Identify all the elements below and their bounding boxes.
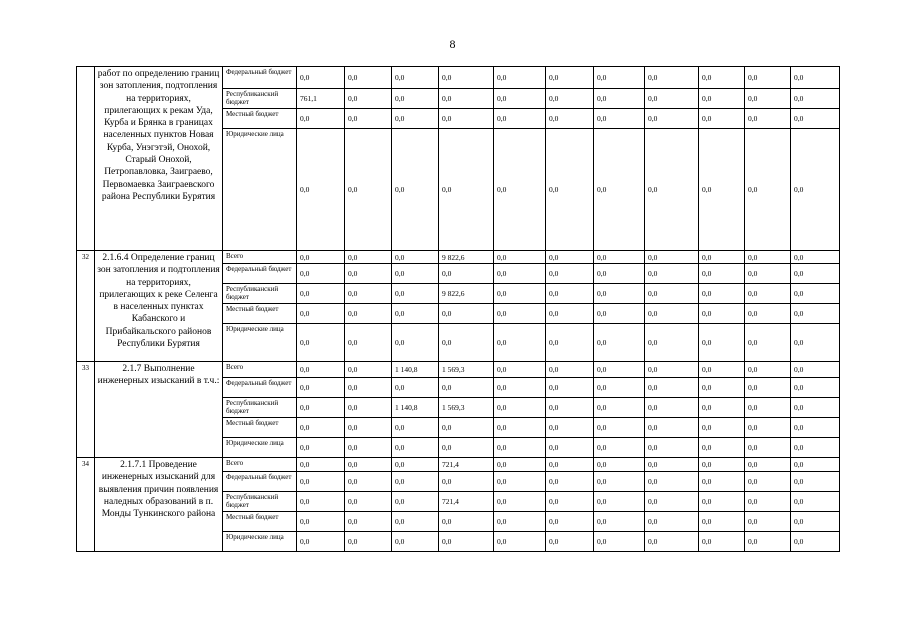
value-cell: 0,0 (439, 304, 494, 324)
value-cell: 0,0 (297, 129, 345, 251)
value-cell: 0,0 (297, 304, 345, 324)
value-cell: 0,0 (297, 264, 345, 284)
value-cell: 0,0 (745, 458, 791, 472)
value-cell: 0,0 (345, 418, 392, 438)
value-cell: 0,0 (494, 109, 546, 129)
value-cell: 0,0 (594, 492, 645, 512)
value-cell: 0,0 (546, 324, 594, 362)
value-cell: 0,0 (645, 458, 699, 472)
value-cell: 0,0 (392, 304, 439, 324)
value-cell: 0,0 (439, 109, 494, 129)
funding-source: Юридические лица (223, 532, 297, 552)
value-cell: 0,0 (494, 512, 546, 532)
value-cell: 1 140,8 (392, 362, 439, 378)
value-cell: 0,0 (645, 89, 699, 109)
value-cell: 0,0 (546, 438, 594, 458)
value-cell: 0,0 (791, 458, 840, 472)
value-cell: 0,0 (645, 324, 699, 362)
funding-source: Юридические лица (223, 129, 297, 251)
value-cell: 0,0 (439, 67, 494, 89)
value-cell: 0,0 (345, 251, 392, 264)
value-cell: 0,0 (745, 378, 791, 398)
value-cell: 0,0 (594, 532, 645, 552)
value-cell: 0,0 (791, 398, 840, 418)
value-cell: 0,0 (494, 284, 546, 304)
value-cell: 0,0 (546, 492, 594, 512)
value-cell: 0,0 (392, 512, 439, 532)
value-cell: 0,0 (546, 418, 594, 438)
funding-source: Юридические лица (223, 324, 297, 362)
value-cell: 0,0 (791, 362, 840, 378)
value-cell: 0,0 (345, 438, 392, 458)
value-cell: 0,0 (745, 362, 791, 378)
value-cell: 0,0 (297, 438, 345, 458)
value-cell: 0,0 (392, 472, 439, 492)
value-cell: 0,0 (791, 264, 840, 284)
value-cell: 0,0 (392, 458, 439, 472)
value-cell: 0,0 (645, 378, 699, 398)
value-cell: 0,0 (345, 398, 392, 418)
value-cell: 0,0 (345, 472, 392, 492)
value-cell: 9 822,6 (439, 251, 494, 264)
value-cell: 0,0 (494, 532, 546, 552)
value-cell: 0,0 (791, 251, 840, 264)
value-cell: 0,0 (645, 472, 699, 492)
funding-source: Местный бюджет (223, 304, 297, 324)
value-cell: 0,0 (745, 67, 791, 89)
value-cell: 0,0 (791, 67, 840, 89)
value-cell: 0,0 (594, 264, 645, 284)
value-cell: 0,0 (745, 532, 791, 552)
value-cell: 0,0 (791, 418, 840, 438)
funding-source: Юридические лица (223, 438, 297, 458)
funding-source: Местный бюджет (223, 418, 297, 438)
value-cell: 0,0 (297, 109, 345, 129)
value-cell: 0,0 (594, 324, 645, 362)
value-cell: 0,0 (439, 129, 494, 251)
value-cell: 1 140,8 (392, 398, 439, 418)
value-cell: 0,0 (791, 472, 840, 492)
value-cell: 0,0 (546, 378, 594, 398)
value-cell: 0,0 (494, 458, 546, 472)
funding-source: Республиканский бюджет (223, 492, 297, 512)
value-cell: 0,0 (494, 398, 546, 418)
value-cell: 0,0 (546, 458, 594, 472)
value-cell: 0,0 (594, 398, 645, 418)
value-cell: 0,0 (699, 67, 745, 89)
value-cell: 0,0 (699, 458, 745, 472)
funding-source: Федеральный бюджет (223, 378, 297, 398)
value-cell: 0,0 (594, 89, 645, 109)
value-cell: 0,0 (594, 284, 645, 304)
value-cell: 0,0 (297, 378, 345, 398)
value-cell: 0,0 (594, 378, 645, 398)
value-cell: 0,0 (345, 264, 392, 284)
value-cell: 0,0 (745, 264, 791, 284)
value-cell: 0,0 (439, 438, 494, 458)
value-cell: 0,0 (791, 284, 840, 304)
value-cell: 0,0 (392, 284, 439, 304)
value-cell: 0,0 (297, 418, 345, 438)
value-cell: 0,0 (791, 512, 840, 532)
value-cell: 0,0 (392, 264, 439, 284)
value-cell: 0,0 (345, 512, 392, 532)
value-cell: 0,0 (345, 67, 392, 89)
value-cell: 0,0 (345, 129, 392, 251)
value-cell: 0,0 (546, 472, 594, 492)
value-cell: 0,0 (645, 512, 699, 532)
value-cell: 0,0 (594, 109, 645, 129)
value-cell: 0,0 (594, 472, 645, 492)
value-cell: 0,0 (699, 129, 745, 251)
value-cell: 0,0 (392, 438, 439, 458)
table-row (77, 251, 840, 264)
value-cell: 0,0 (699, 362, 745, 378)
value-cell: 0,0 (494, 324, 546, 362)
value-cell: 0,0 (745, 472, 791, 492)
value-cell: 0,0 (392, 251, 439, 264)
value-cell: 0,0 (745, 324, 791, 362)
value-cell: 761,1 (297, 89, 345, 109)
funding-source: Всего (223, 362, 297, 378)
value-cell: 0,0 (745, 89, 791, 109)
funding-source: Местный бюджет (223, 109, 297, 129)
value-cell: 0,0 (546, 532, 594, 552)
value-cell: 0,0 (392, 109, 439, 129)
budget-table (76, 66, 840, 552)
value-cell: 0,0 (791, 89, 840, 109)
value-cell: 0,0 (439, 512, 494, 532)
value-cell: 0,0 (345, 532, 392, 552)
value-cell: 0,0 (439, 324, 494, 362)
value-cell: 0,0 (594, 438, 645, 458)
value-cell: 0,0 (645, 398, 699, 418)
value-cell: 0,0 (699, 89, 745, 109)
value-cell: 0,0 (791, 378, 840, 398)
value-cell: 0,0 (297, 458, 345, 472)
value-cell: 0,0 (645, 492, 699, 512)
value-cell: 0,0 (345, 362, 392, 378)
value-cell: 0,0 (439, 378, 494, 398)
value-cell: 0,0 (645, 129, 699, 251)
value-cell: 0,0 (546, 398, 594, 418)
value-cell: 0,0 (699, 512, 745, 532)
value-cell: 0,0 (392, 129, 439, 251)
value-cell: 0,0 (297, 398, 345, 418)
value-cell: 0,0 (439, 418, 494, 438)
value-cell: 0,0 (546, 264, 594, 284)
value-cell: 0,0 (494, 418, 546, 438)
value-cell: 0,0 (546, 67, 594, 89)
value-cell: 0,0 (546, 362, 594, 378)
value-cell: 0,0 (745, 418, 791, 438)
value-cell: 0,0 (345, 378, 392, 398)
row-number: 32 (77, 251, 95, 362)
value-cell: 0,0 (594, 251, 645, 264)
value-cell: 0,0 (791, 532, 840, 552)
value-cell: 0,0 (745, 251, 791, 264)
value-cell: 0,0 (546, 89, 594, 109)
value-cell: 0,0 (392, 532, 439, 552)
value-cell: 0,0 (745, 129, 791, 251)
table-row (77, 362, 840, 378)
value-cell: 0,0 (699, 264, 745, 284)
value-cell: 0,0 (699, 378, 745, 398)
value-cell: 0,0 (699, 251, 745, 264)
value-cell: 0,0 (699, 304, 745, 324)
value-cell: 0,0 (594, 67, 645, 89)
value-cell: 0,0 (594, 304, 645, 324)
value-cell: 0,0 (645, 438, 699, 458)
value-cell: 0,0 (494, 362, 546, 378)
value-cell: 0,0 (345, 109, 392, 129)
value-cell: 0,0 (345, 492, 392, 512)
value-cell: 0,0 (297, 512, 345, 532)
value-cell: 0,0 (791, 492, 840, 512)
value-cell: 1 569,3 (439, 398, 494, 418)
value-cell: 0,0 (745, 492, 791, 512)
value-cell: 0,0 (546, 512, 594, 532)
value-cell: 0,0 (297, 492, 345, 512)
value-cell: 0,0 (494, 438, 546, 458)
value-cell: 0,0 (594, 458, 645, 472)
value-cell: 0,0 (494, 378, 546, 398)
value-cell: 0,0 (392, 89, 439, 109)
value-cell: 0,0 (594, 362, 645, 378)
value-cell: 0,0 (439, 89, 494, 109)
value-cell: 0,0 (645, 532, 699, 552)
value-cell: 0,0 (546, 304, 594, 324)
table-row (77, 458, 840, 472)
value-cell: 0,0 (645, 251, 699, 264)
value-cell: 0,0 (699, 472, 745, 492)
row-number: 34 (77, 458, 95, 552)
value-cell: 0,0 (745, 512, 791, 532)
value-cell: 0,0 (297, 324, 345, 362)
value-cell: 0,0 (546, 284, 594, 304)
funding-source: Республиканский бюджет (223, 398, 297, 418)
value-cell: 0,0 (345, 304, 392, 324)
funding-source: Федеральный бюджет (223, 472, 297, 492)
value-cell: 0,0 (297, 251, 345, 264)
value-cell: 0,0 (745, 438, 791, 458)
value-cell: 0,0 (699, 532, 745, 552)
value-cell: 0,0 (745, 284, 791, 304)
value-cell: 0,0 (594, 512, 645, 532)
value-cell: 0,0 (494, 129, 546, 251)
value-cell: 0,0 (297, 532, 345, 552)
value-cell: 0,0 (345, 324, 392, 362)
value-cell: 0,0 (439, 264, 494, 284)
value-cell: 0,0 (699, 418, 745, 438)
funding-source: Федеральный бюджет (223, 67, 297, 89)
value-cell: 0,0 (745, 304, 791, 324)
value-cell: 0,0 (645, 109, 699, 129)
page-number: 8 (449, 37, 456, 51)
value-cell: 0,0 (645, 362, 699, 378)
value-cell: 0,0 (494, 89, 546, 109)
value-cell: 0,0 (345, 458, 392, 472)
value-cell: 0,0 (546, 129, 594, 251)
value-cell: 0,0 (745, 109, 791, 129)
value-cell: 0,0 (791, 109, 840, 129)
value-cell: 0,0 (297, 67, 345, 89)
value-cell: 721,4 (439, 492, 494, 512)
value-cell: 0,0 (791, 438, 840, 458)
value-cell: 1 569,3 (439, 362, 494, 378)
value-cell: 0,0 (745, 398, 791, 418)
value-cell: 0,0 (439, 532, 494, 552)
value-cell: 0,0 (699, 398, 745, 418)
funding-source: Местный бюджет (223, 512, 297, 532)
value-cell: 721,4 (439, 458, 494, 472)
value-cell: 0,0 (494, 492, 546, 512)
value-cell: 0,0 (699, 492, 745, 512)
value-cell: 0,0 (439, 472, 494, 492)
measure-name: 2.1.7.1 Проведение инженерных изысканий для выявления причин появления наледных образований в п. Монды Тункинского района (95, 458, 223, 552)
value-cell: 0,0 (594, 129, 645, 251)
value-cell: 0,0 (494, 304, 546, 324)
value-cell: 9 822,6 (439, 284, 494, 304)
measure-name: 2.1.7 Выполнение инженерных изысканий в т.ч.: (95, 362, 223, 458)
table-row (77, 67, 840, 89)
funding-source: Всего (223, 458, 297, 472)
value-cell: 0,0 (699, 284, 745, 304)
value-cell: 0,0 (297, 362, 345, 378)
value-cell: 0,0 (546, 109, 594, 129)
value-cell: 0,0 (791, 129, 840, 251)
value-cell: 0,0 (392, 378, 439, 398)
value-cell: 0,0 (392, 492, 439, 512)
value-cell: 0,0 (494, 472, 546, 492)
row-number (77, 67, 95, 251)
value-cell: 0,0 (494, 251, 546, 264)
measure-name: 2.1.6.4 Определение границ зон затопления и подтопления на территориях, прилегающих к реке Селенга в населенных пунктах Кабанского и Прибайкальского районов Республики Бурятия (95, 251, 223, 362)
value-cell: 0,0 (297, 284, 345, 304)
value-cell: 0,0 (699, 109, 745, 129)
table-body (77, 67, 840, 552)
value-cell: 0,0 (699, 438, 745, 458)
value-cell: 0,0 (791, 304, 840, 324)
value-cell: 0,0 (297, 472, 345, 492)
row-number: 33 (77, 362, 95, 458)
value-cell: 0,0 (345, 89, 392, 109)
value-cell: 0,0 (392, 324, 439, 362)
value-cell: 0,0 (645, 264, 699, 284)
value-cell: 0,0 (699, 324, 745, 362)
funding-source: Республиканский бюджет (223, 89, 297, 109)
value-cell: 0,0 (645, 67, 699, 89)
value-cell: 0,0 (645, 418, 699, 438)
value-cell: 0,0 (645, 284, 699, 304)
value-cell: 0,0 (494, 67, 546, 89)
value-cell: 0,0 (594, 418, 645, 438)
funding-source: Всего (223, 251, 297, 264)
value-cell: 0,0 (791, 324, 840, 362)
value-cell: 0,0 (546, 251, 594, 264)
value-cell: 0,0 (392, 67, 439, 89)
funding-source: Федеральный бюджет (223, 264, 297, 284)
measure-name: работ по определению границ зон затопления, подтопления на территориях, прилегающих к рекам Уда, Курба и Брянка в границах населенных пунктов Новая Курба, Унэгэтэй, Онохой, Старый Онохой, Петропавловка, Заиграево, Первомаевка Заиграевского района Республики Бурятия (95, 67, 223, 251)
value-cell: 0,0 (392, 418, 439, 438)
value-cell: 0,0 (345, 284, 392, 304)
value-cell: 0,0 (494, 264, 546, 284)
value-cell: 0,0 (645, 304, 699, 324)
funding-source: Республиканский бюджет (223, 284, 297, 304)
